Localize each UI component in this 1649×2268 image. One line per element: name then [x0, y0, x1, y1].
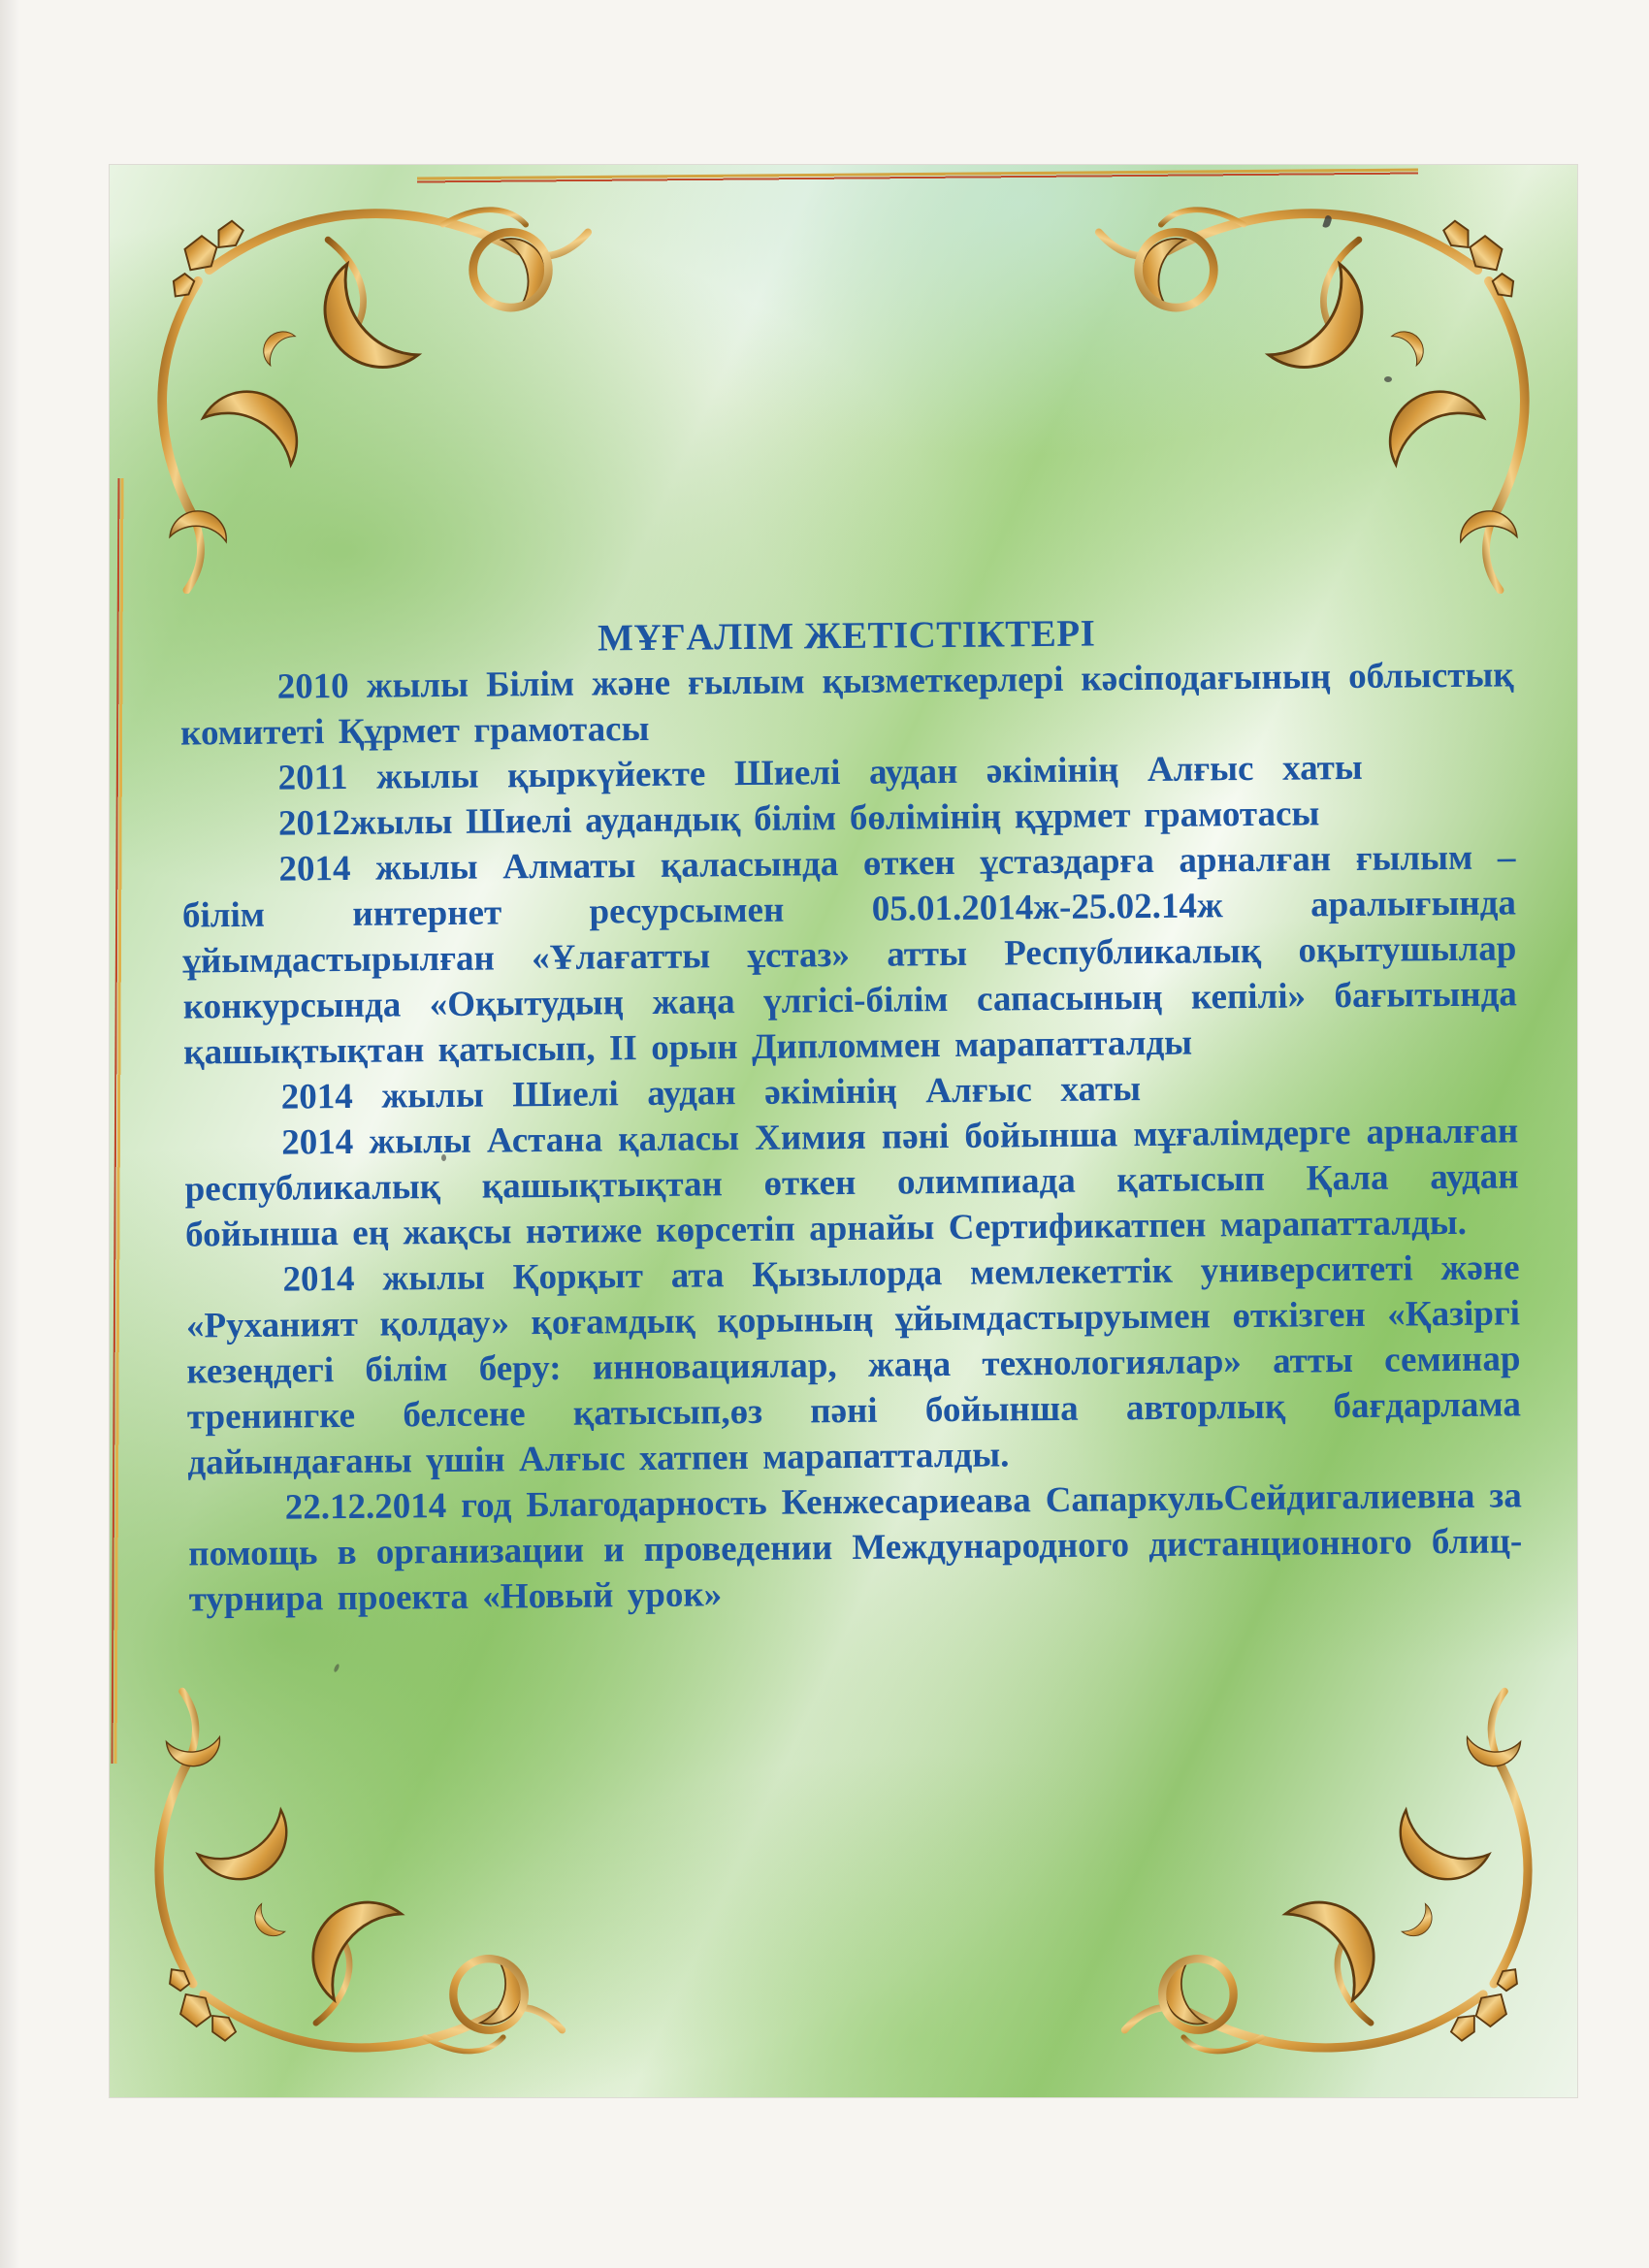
- achievement-paragraph: 2012жылы Шиелі аудандық білім бөлімінің құрмет грамотасы: [277, 794, 1320, 844]
- top-border-rule: [417, 168, 1418, 183]
- scan-speck: [333, 1664, 340, 1673]
- scan-speck: [1322, 214, 1333, 229]
- scan-speck: [1384, 376, 1392, 382]
- achievement-paragraph: 22.12.2014 год Благодарность Кенжесариеава СапаркульСейдигалиевна за помощь в организации и проведении Международного дистанционного блиц- турнира проекта «Новый урок»: [188, 1475, 1523, 1620]
- achievement-paragraph: 2014 жылы Шиелі аудан әкімінің Алғыс хаты: [280, 1069, 1142, 1118]
- gold-flourish-corner-bottom-left: [104, 1686, 567, 2103]
- left-border-rule: [112, 478, 125, 1764]
- certificate-page: [110, 165, 1577, 2097]
- achievement-paragraph: 2011 жылы қыркүйекте Шиелі аудан әкімінің Алғыс хаты: [277, 747, 1363, 798]
- achievements-text-block: [179, 606, 1523, 1622]
- achievement-paragraph: 2014 жылы Қорқыт ата Қызылорда мемлекеттік университеті және «Руханият қолдау» қоғамдық қорының ұйымдастыруымен өткізген «Қазіргі кезеңдегі білім беру: инновациялар, жаңа технологиялар» атты семинар тренингке белсене қатысып,өз пәні бойынша авторлық бағдарлама дайындағаны үшін Алғыс хатпен марапатталды.: [185, 1247, 1522, 1483]
- achievement-paragraph: 2014 жылы Астана қаласы Химия пәні бойынша мұғалімдерге арналған республикалық қашықтықтан өткен олимпиада қатысып Қала аудан бойынша ең жақсы нәтиже көрсетіп арнайы Сертификатпен марапатталды.: [184, 1111, 1519, 1255]
- page-title: МҰҒАЛІМ ЖЕТІСТІКТЕРІ: [597, 612, 1096, 660]
- achievements-list: [179, 652, 1522, 1622]
- gold-flourish-corner-top-left: [104, 157, 594, 594]
- gold-flourish-corner-top-right: [1093, 157, 1583, 594]
- gold-flourish-corner-bottom-right: [1119, 1686, 1583, 2103]
- achievement-paragraph: 2010 жылы Білім және ғылым қызметкерлері кәсіподағының облыстық комитеті Құрмет грамотасы: [179, 655, 1514, 754]
- achievement-paragraph: 2014 жылы Алматы қаласында өткен ұстаздарға арналған ғылым – білім интернет ресурсымен 05.01.2014ж-25.02.14ж аралығында ұйымдастырылған «Ұлағатты ұстаз» атты Республикалық оқытушылар конкурсында «Оқытудың жаңа үлгісі-білім сапасының кепілі» бағытында қашықтықтан қатысып, II орын Дипломмен марапатталды: [181, 837, 1517, 1073]
- scanner-edge-shadow: [0, 0, 19, 2268]
